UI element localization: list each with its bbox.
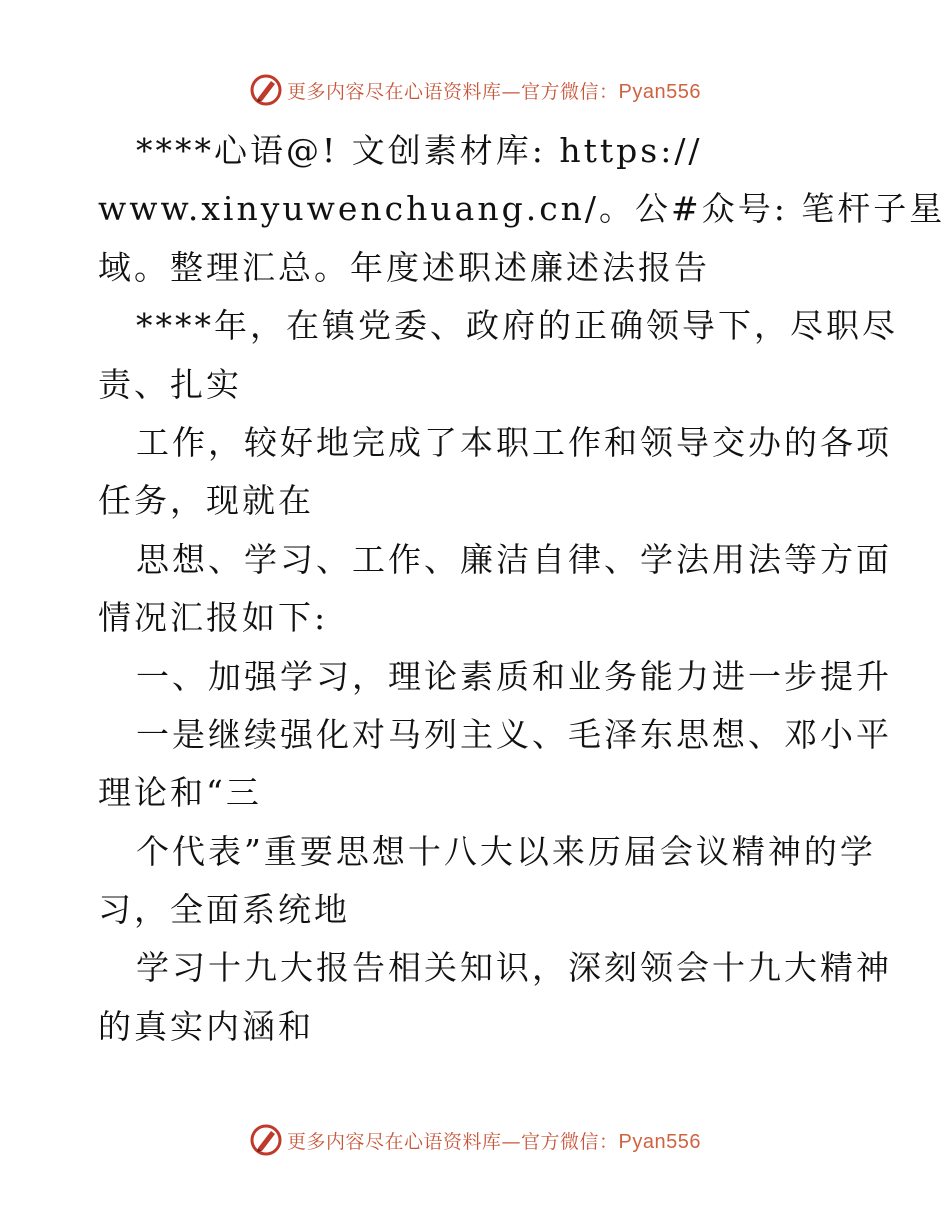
text-line: www.xinyuwenchuang.cn/。公#众号: 笔杆子星 <box>98 189 946 229</box>
footer-banner <box>0 1120 950 1160</box>
text-line: 工作，较好地完成了本职工作和领导交办的各项 <box>136 422 892 462</box>
section-heading: 一、加强学习，理论素质和业务能力进一步提升 <box>136 656 892 696</box>
pen-logo-icon <box>249 1123 283 1157</box>
text-line: 个代表”重要思想十八大以来历届会议精神的学 <box>136 831 876 871</box>
text-line: 责、扎实 <box>98 364 242 404</box>
text-line: ****心语@! 文创素材库: https:// <box>136 131 703 170</box>
header-banner-text: 更多内容尽在心语资料库—官方微信：Pyan556 <box>287 80 701 103</box>
document-body <box>98 122 946 1056</box>
text-line: 情况汇报如下: <box>98 598 329 638</box>
text-line: 域。整理汇总。年度述职述廉述法报告 <box>98 247 710 287</box>
pen-logo-icon <box>249 73 283 107</box>
text-line: 学习十九大报告相关知识，深刻领会十九大精神 <box>136 948 892 988</box>
text-line: 习，全面系统地 <box>98 890 350 930</box>
text-line: 理论和“三 <box>98 773 262 813</box>
text-line: 的真实内涵和 <box>98 1006 314 1046</box>
text-line: 一是继续强化对马列主义、毛泽东思想、邓小平 <box>136 714 892 754</box>
footer-banner-text: 更多内容尽在心语资料库—官方微信：Pyan556 <box>287 1130 701 1153</box>
text-line: 任务，现就在 <box>98 481 314 521</box>
text-line: ****年，在镇党委、政府的正确领导下，尽职尽 <box>136 306 898 346</box>
header-banner <box>0 70 950 110</box>
text-line: 思想、学习、工作、廉洁自律、学法用法等方面 <box>136 539 892 579</box>
